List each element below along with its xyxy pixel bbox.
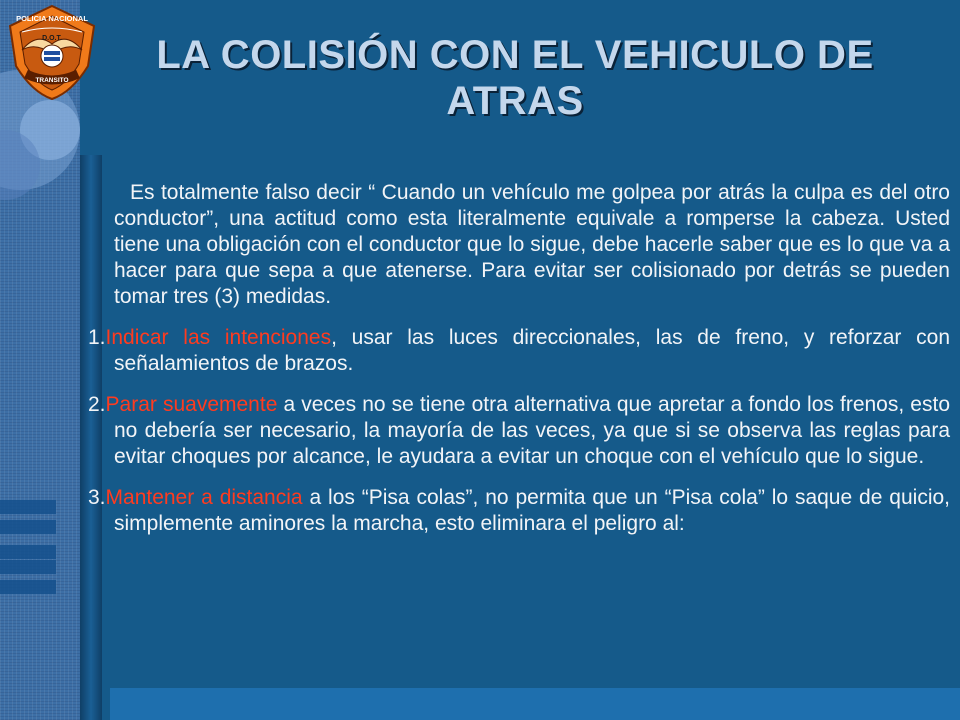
intro-paragraph: Es totalmente falso decir “ Cuando un vehículo me golpea por atrás la culpa es del otro conductor”, una actitud como esta literalmente equivale a romperse la cabeza. Usted tiene una obligación con el conductor que lo sigue, debe hacerle saber que es lo que va a hacer para que sepa a que atenerse. Para evitar ser colisionado por detrás se pueden tomar tres (3) medidas. <box>114 181 950 308</box>
logo-text-bottom: TRANSITO <box>35 77 69 84</box>
decorative-bottom-bar <box>110 688 960 720</box>
item-highlight: Parar suavemente <box>105 393 278 416</box>
item-text: a veces no se tiene otra alternativa que apretar a fondo los frenos, esto no debería ser necesario, la mayoría de las veces, ya que si se observa las reglas para evitar choques por alcance, le ayudara a evitar un choque con el vehículo que lo sigue. <box>114 393 950 468</box>
item-number: 2. <box>88 393 106 416</box>
list-item <box>88 325 950 377</box>
item-number: 1. <box>88 326 106 349</box>
item-number: 3. <box>88 486 106 509</box>
logo-text-top: POLICIA NACIONAL <box>16 14 88 23</box>
slide-body <box>88 180 950 552</box>
slide-title: LA COLISIÓN CON EL VEHICULO DE ATRAS <box>156 33 874 123</box>
item-text: , usar las luces direccionales, las de freno, y reforzar con señalamientos de brazos. <box>114 326 950 375</box>
item-text: a los “Pisa colas”, no permita que un “Pisa cola” lo saque de quicio, simplemente aminores la marcha, esto eliminara el peligro al: <box>114 486 950 535</box>
decorative-bar <box>0 580 56 594</box>
decorative-bar <box>0 520 56 534</box>
decorative-bar <box>0 500 56 514</box>
list-item <box>88 392 950 470</box>
item-highlight: Mantener a distancia <box>105 486 303 509</box>
item-highlight: Indicar las intenciones <box>105 326 332 349</box>
decorative-bar <box>0 560 56 574</box>
logo-text-middle: D.O.T. <box>42 35 62 42</box>
decorative-bar <box>0 545 56 559</box>
list-item <box>88 485 950 537</box>
police-badge-logo <box>2 2 102 102</box>
decorative-left-strip <box>0 0 80 720</box>
